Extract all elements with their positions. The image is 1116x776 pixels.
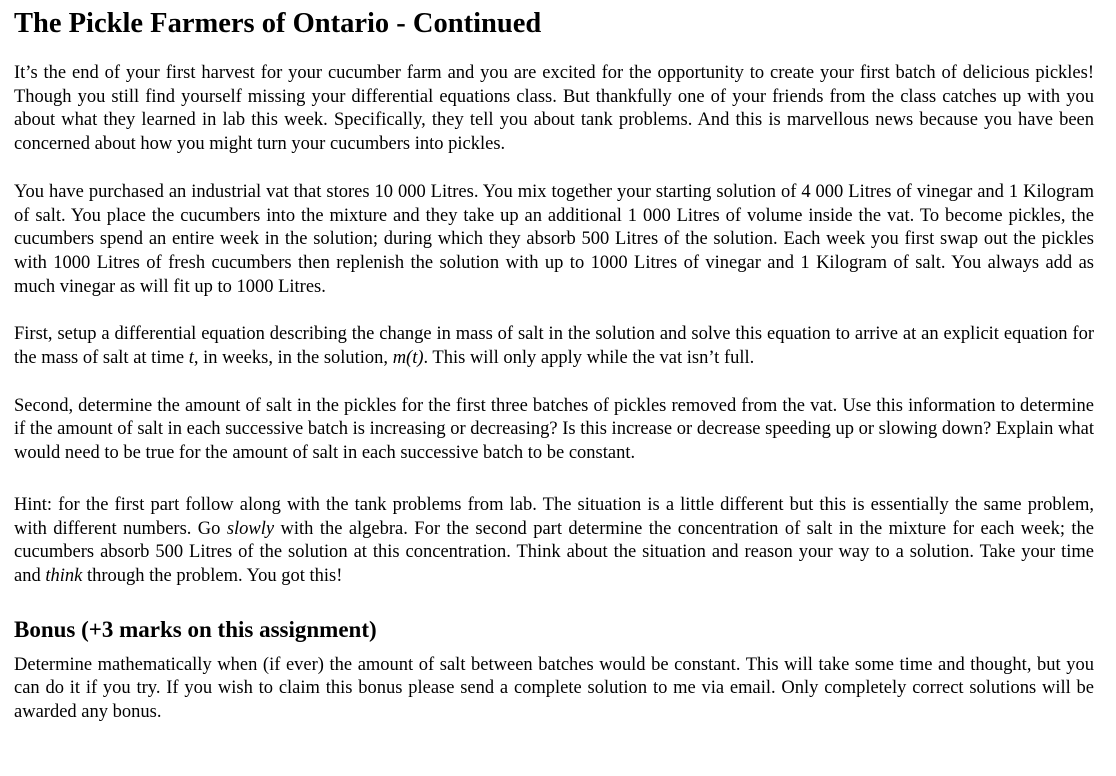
first-task-text-1: First, setup a differential equation describing the change in mass of salt in the solution and solve this equation to arrive at an explicit equation for the mass of salt at time <box>14 324 1094 369</box>
setup-paragraph: You have purchased an industrial vat that stores 10 000 Litres. You mix together your starting solution of 4 000 Litres of vinegar and 1 Kilogram of salt. You place the cucumbers into the mixture and they take up an additional 1 000 Litres of volume inside the vat. To become pickles, the cucumbers spend an entire week in the solution; during which they absorb 500 Litres of the solution. Each week you first swap out the pickles with 1000 Litres of fresh cucumbers then replenish the solution with up to 1000 Litres of vinegar and 1 Kilogram of salt. You always add as much vinegar as will fit up to 1000 Litres. <box>14 181 1094 297</box>
bonus-heading: Bonus (+3 marks on this assignment) <box>14 616 377 642</box>
hint-text-1: Hint: for the first part follow along with the tank problems from lab. The situation is a little different but this is essentially the same problem, with different numbers. Go <box>14 494 1094 539</box>
first-task-text-2: , in weeks, in the solution, <box>193 348 393 369</box>
bonus-paragraph: Determine mathematically when (if ever) the amount of salt between batches would be constant. This will take some time and thought, but you can do it if you try. If you wish to claim this bonus please send a complete solution to me via email. Only completely correct solutions will be awarded any bonus. <box>14 654 1094 723</box>
first-task-paragraph <box>14 323 1094 370</box>
variable-t: t <box>188 348 194 369</box>
hint-emphasis-slowly: slowly <box>226 518 275 539</box>
hint-paragraph <box>14 494 1094 589</box>
variable-m-of-t: m(t) <box>392 348 424 369</box>
hint-text-2: with the algebra. For the second part determine the concentration of salt in the mixture for each week; the cucumbers absorb 500 Litres of the solution at this concentration. Think about the situation and reason your way to a solution. Take your time and <box>14 518 1094 586</box>
first-task-text-3: . This will only apply while the vat isn’t full. <box>423 348 755 369</box>
page-title: The Pickle Farmers of Ontario - Continued <box>14 8 542 39</box>
hint-text-3: through the problem. You got this! <box>82 565 343 586</box>
second-task-paragraph: Second, determine the amount of salt in the pickles for the first three batches of pickles removed from the vat. Use this information to determine if the amount of salt in each successive batch is increasing or decreasing? Is this increase or decrease speeding up or slowing down? Explain what would need to be true for the amount of salt in each successive batch to be constant. <box>14 395 1094 464</box>
intro-paragraph: It’s the end of your first harvest for your cucumber farm and you are excited for the opportunity to create your first batch of delicious pickles! Though you still find yourself missing your differential equations class. But thankfully one of your friends from the class catches up with you about what they learned in lab this week. Specifically, they tell you about tank problems. And this is marvellous news because you have been concerned about how you might turn your cucumbers into pickles. <box>14 63 1094 155</box>
hint-emphasis-think: think <box>45 565 83 586</box>
